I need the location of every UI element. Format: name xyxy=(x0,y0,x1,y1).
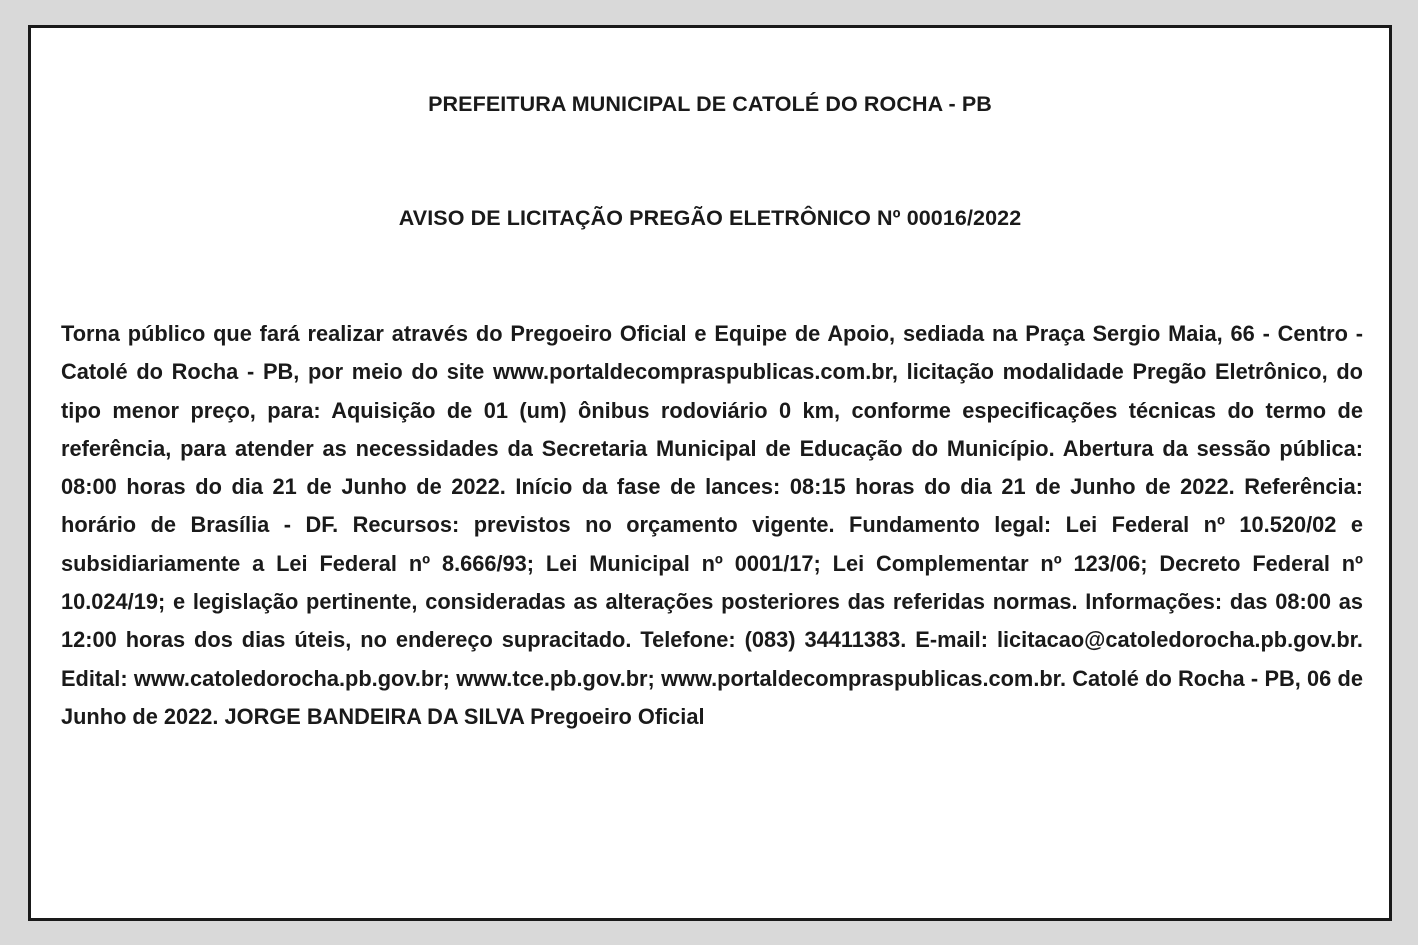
notice-title: AVISO DE LICITAÇÃO PREGÃO ELETRÔNICO Nº 00016/2022 xyxy=(398,206,1022,230)
notice-body: Torna público que fará realizar através do Pregoeiro Oficial e Equipe de Apoio, sediada na Praça Sergio Maia, 66 - Centro - Catolé do Rocha - PB, por meio do site www.portaldecompraspublicas.com.br, licitação modalidade Pregão Eletrônico, do tipo menor preço, para: Aquisição de 01 (um) ônibus rodoviário 0 km, conforme especificações técnicas do termo de referência, para atender as necessidades da Secretaria Municipal de Educação do Município. Abertura da sessão pública: 08:00 horas do dia 21 de Junho de 2022. Início da fase de lances: 08:15 horas do dia 21 de Junho de 2022. Referência: horário de Brasília - DF. Recursos: previstos no orçamento vigente. Fundamento legal: Lei Federal nº 10.520/02 e subsidiariamente a Lei Federal nº 8.666/93; Lei Municipal nº 0001/17; Lei Complementar nº 123/06; Decreto Federal nº 10.024/19; e legislação pertinente, consideradas as alterações posteriores das referidas normas. Informações: das 08:00 as 12:00 horas dos dias úteis, no endereço supracitado. Telefone: (083) 34411383. E-mail: licitacao@catoledorocha.pb.gov.br. Edital: www.catoledorocha.pb.gov.br; www.tce.pb.gov.br; www.portaldecompraspublicas.com.br. Catolé do Rocha - PB, 06 de Junho de 2022. JORGE BANDEIRA DA SILVA Pregoeiro Oficial xyxy=(61,321,1363,729)
issuer-heading: PREFEITURA MUNICIPAL DE CATOLÉ DO ROCHA - PB xyxy=(428,92,992,116)
notice-page xyxy=(28,25,1392,921)
